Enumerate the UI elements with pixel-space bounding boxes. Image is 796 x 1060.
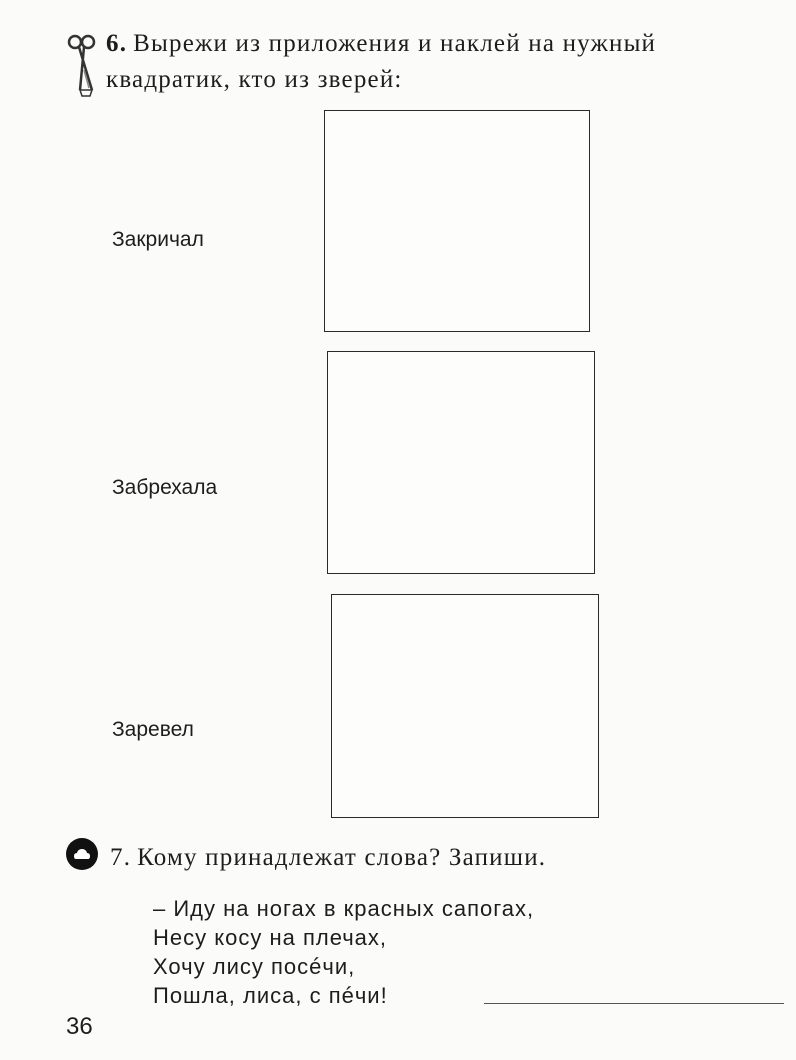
row-label-1: Закричал [112,228,204,251]
poem-line-3: Хочу лису посéчи, [153,954,356,979]
sticker-box-3[interactable] [331,594,599,818]
task6-instruction-line1: Вырежи из приложения и наклей на нужный [133,30,657,57]
answer-line[interactable] [484,1003,784,1004]
row-label-2: Забрехала [112,476,218,499]
task6-instruction-line2: квадратик, кто из зверей: [106,66,403,93]
sticker-box-2[interactable] [327,351,595,574]
task7-heading [110,840,546,876]
row-label-3: Заревел [112,718,194,741]
task6-heading [106,26,656,62]
sticker-box-1[interactable] [324,110,590,332]
poem [153,894,534,1010]
poem-line-1: – Иду на ногах в красных сапогах, [153,896,535,921]
task7-number: 7. [110,844,132,871]
poem-line-2: Несу косу на плечах, [153,925,388,950]
page-number: 36 [66,1013,93,1040]
scissors-icon [66,30,102,100]
poem-line-4: Пошла, лиса, с пéчи! [153,983,388,1008]
task7-question: Кому принадлежат слова? Запиши. [137,844,547,871]
cloud-icon [66,838,98,870]
task6-number: 6. [106,30,128,57]
